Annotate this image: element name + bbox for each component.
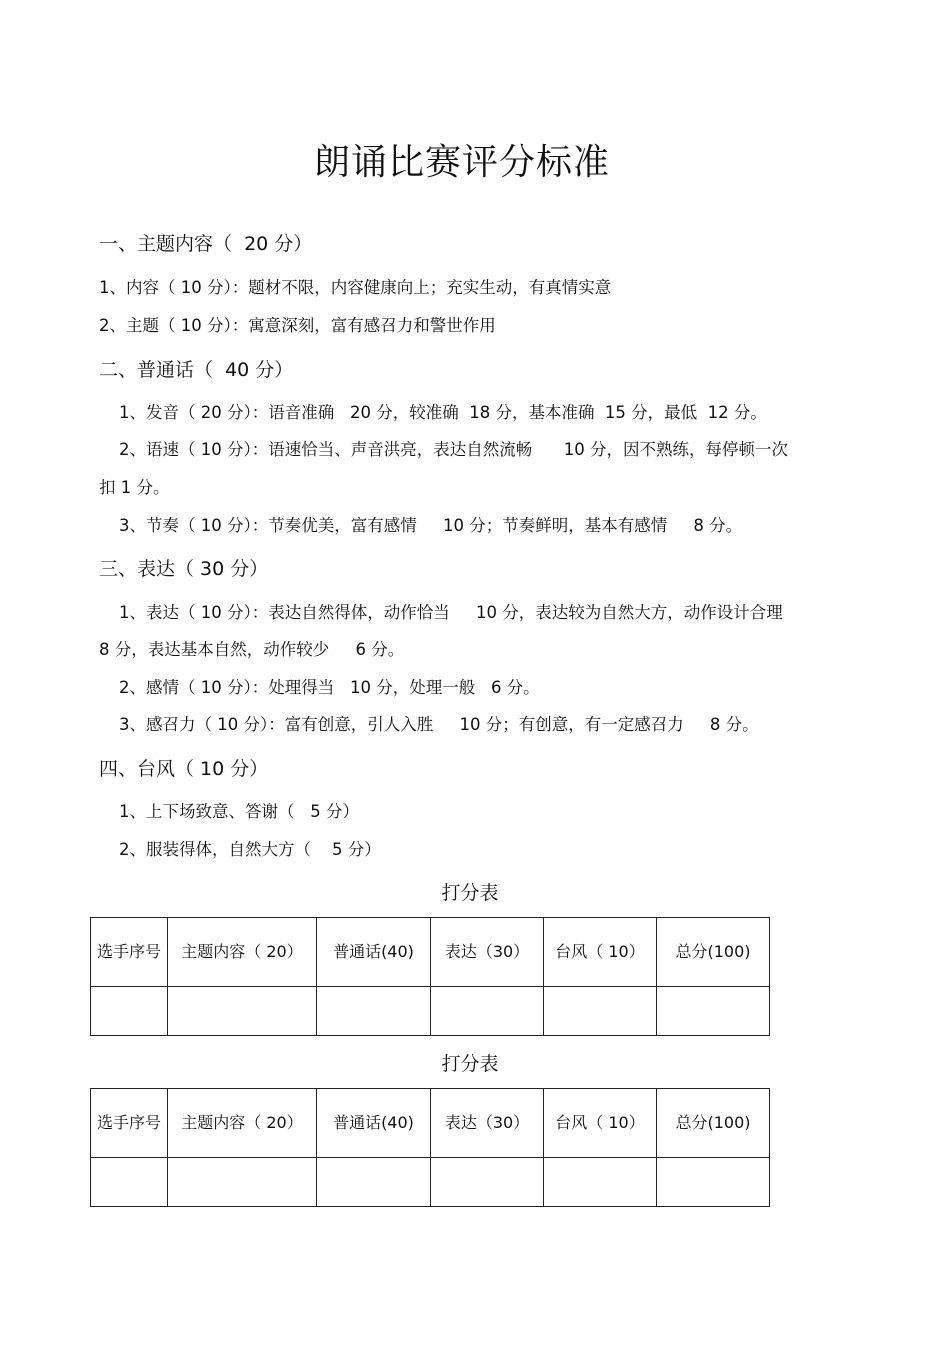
table-cell (168, 987, 317, 1036)
column-header-contestant-no: 选手序号 (91, 1089, 168, 1158)
criterion-line: 2、感情（ 10 分）：处理得当 10 分，处理一般 6 分。 (119, 678, 540, 697)
table-cell (317, 1158, 431, 1207)
score-table (90, 917, 770, 1036)
table-cell (317, 987, 431, 1036)
table-row (91, 1158, 770, 1207)
table-row (91, 987, 770, 1036)
score-table-caption: 打分表 (441, 882, 499, 904)
score-table (90, 1088, 770, 1207)
column-header-theme: 主题内容（ 20） (168, 918, 317, 987)
column-header-expression: 表达（30） (431, 1089, 544, 1158)
column-header-total: 总分(100) (657, 1089, 770, 1158)
section-heading-theme: 一、主题内容（ 20 分） (99, 233, 313, 255)
column-header-contestant-no: 选手序号 (91, 918, 168, 987)
column-header-theme: 主题内容（ 20） (168, 1089, 317, 1158)
criterion-line: 扣 1 分。 (99, 478, 170, 497)
column-header-mandarin: 普通话(40) (317, 1089, 431, 1158)
criterion-line: 3、感召力（ 10 分）：富有创意，引人入胜 10 分；有创意，有一定感召力 8 分。 (119, 715, 759, 734)
column-header-total: 总分(100) (657, 918, 770, 987)
table-cell (91, 987, 168, 1036)
table-cell (544, 987, 657, 1036)
table-cell (91, 1158, 168, 1207)
section-heading-mandarin: 二、普通话（ 40 分） (99, 359, 294, 381)
table-cell (657, 987, 770, 1036)
criterion-line: 2、服装得体，自然大方（ 5 分） (119, 840, 381, 859)
criterion-line: 2、主题（ 10 分）：寓意深刻，富有感召力和警世作用 (99, 316, 496, 335)
criterion-line: 3、节奏（ 10 分）：节奏优美，富有感情 10 分；节奏鲜明，基本有感情 8 分。 (119, 516, 743, 535)
column-header-expression: 表达（30） (431, 918, 544, 987)
column-header-stage-presence: 台风（ 10） (544, 918, 657, 987)
criterion-line: 8 分，表达基本自然，动作较少 6 分。 (99, 640, 405, 659)
criterion-line: 1、表达（ 10 分）：表达自然得体，动作恰当 10 分，表达较为自然大方，动作设计合理 (119, 603, 783, 622)
score-table-caption: 打分表 (441, 1053, 499, 1075)
section-heading-stage-presence: 四、台风（ 10 分） (99, 758, 269, 780)
table-cell (431, 987, 544, 1036)
table-cell (544, 1158, 657, 1207)
column-header-stage-presence: 台风（ 10） (544, 1089, 657, 1158)
table-header-row (91, 918, 770, 987)
criterion-line: 1、内容（ 10 分）：题材不限，内容健康向上；充实生动，有真情实意 (99, 278, 612, 297)
table-cell (431, 1158, 544, 1207)
table-cell (657, 1158, 770, 1207)
criterion-line: 1、发音（ 20 分）：语音准确 20 分，较准确 18 分，基本准确 15 分，最低 12 分。 (119, 403, 767, 422)
table-cell (168, 1158, 317, 1207)
criterion-line: 2、语速（ 10 分）：语速恰当、声音洪亮，表达自然流畅 10 分，因不熟练，每停顿一次 (119, 440, 788, 459)
section-heading-expression: 三、表达（ 30 分） (99, 558, 269, 580)
column-header-mandarin: 普通话(40) (317, 918, 431, 987)
table-header-row (91, 1089, 770, 1158)
criterion-line: 1、上下场致意、答谢（ 5 分） (119, 802, 359, 821)
page-title: 朗诵比赛评分标准 (313, 142, 610, 183)
